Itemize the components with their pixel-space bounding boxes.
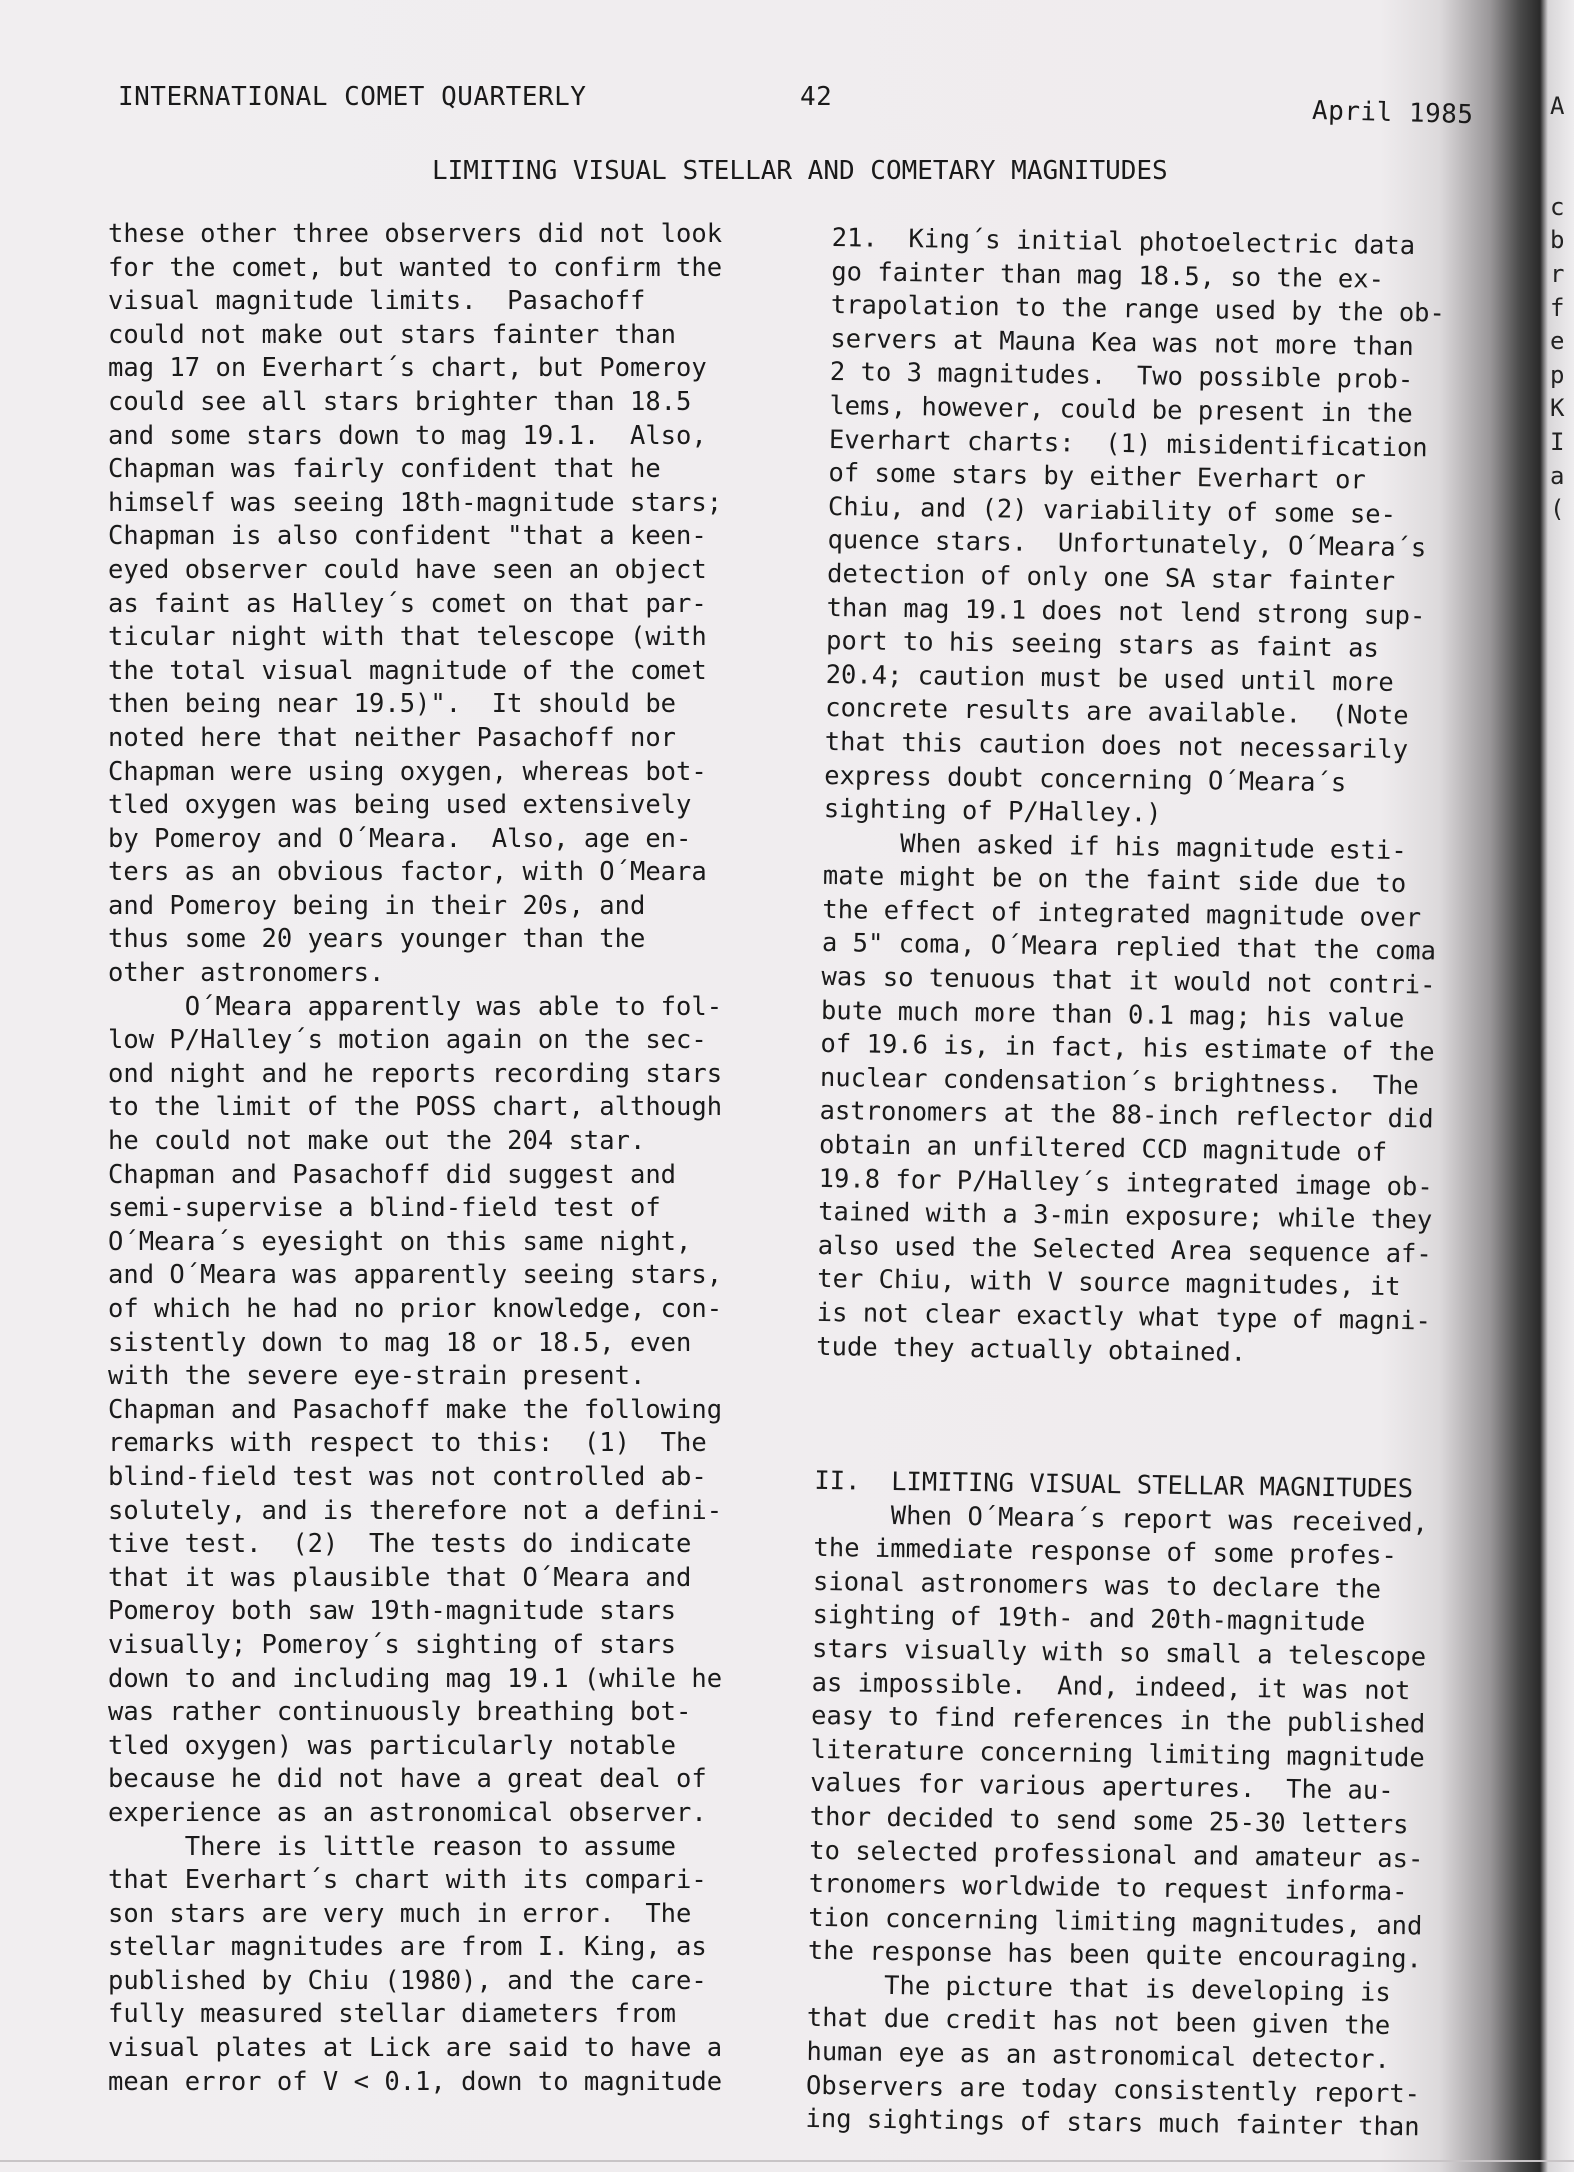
- text-line: that this caution does not necessarily: [824, 726, 1409, 765]
- text-line: Chapman was fairly confident that he: [108, 454, 661, 485]
- text-line: O´Meara´s eyesight on this same night,: [108, 1226, 692, 1257]
- text-line: 2 to 3 magnitudes. Two possible prob-: [829, 357, 1414, 396]
- text-line: I: [1550, 427, 1565, 456]
- text-line: the immediate response of some profes-: [813, 1533, 1398, 1572]
- text-line: a: [1550, 461, 1565, 490]
- text-line: human eye as an astronomical detector.: [806, 2036, 1390, 2076]
- text-line: semi-supervise a blind-field test of: [108, 1193, 661, 1224]
- text-line: 20.4; caution must be used until more: [825, 659, 1394, 698]
- text-line: quence stars. Unfortunately, O´Meara´s: [827, 525, 1427, 564]
- text-line: easy to find references in the published: [810, 1700, 1426, 1740]
- text-line: solutely, and is therefore not a defini-: [108, 1495, 723, 1526]
- text-line: of which he had no prior knowledge, con-: [108, 1294, 723, 1324]
- text-line: b: [1550, 226, 1565, 255]
- text-line: was so tenuous that it would not contri-: [821, 961, 1436, 1001]
- text-line: tained with a 3-min exposure; while they: [817, 1197, 1433, 1236]
- text-line: nuclear condensation´s brightness. The: [819, 1062, 1419, 1102]
- text-line: mean error of V < 0.1, down to magnitude: [108, 2066, 723, 2097]
- text-line: the effect of integrated magnitude over: [822, 894, 1422, 934]
- text-line: and Pomeroy being in their 20s, and: [108, 890, 646, 921]
- text-line: remarks with respect to this: (1) The: [108, 1428, 707, 1459]
- text-line: as faint as Halley´s comet on that par-: [108, 588, 707, 619]
- text-line: tive test. (2) The tests do indicate: [108, 1529, 692, 1560]
- text-line: because he did not have a great deal of: [108, 1764, 707, 1795]
- text-line: to selected professional and amateur as-: [809, 1835, 1424, 1874]
- text-line: with the severe eye-strain present.: [108, 1361, 646, 1392]
- text-line: 19.8 for P/Halley´s integrated image ob-: [818, 1163, 1433, 1203]
- text-line: also used the Selected Area sequence af-: [817, 1230, 1432, 1270]
- text-line: 21. King´s initial photoelectric data: [831, 222, 1416, 262]
- text-line: ter Chiu, with V source magnitudes, it: [817, 1264, 1401, 1303]
- facing-page-fragment: [1550, 90, 1564, 527]
- text-line: by Pomeroy and O´Meara. Also, age en-: [108, 823, 692, 854]
- text-line: trapolation to the range used by the ob-: [830, 290, 1446, 329]
- text-line: The picture that is developing is: [807, 1969, 1391, 2008]
- text-line: bute much more than 0.1 mag; his value: [820, 995, 1405, 1034]
- text-line: that Everhart´s chart with its compari-: [108, 1865, 707, 1896]
- text-line: a 5" coma, O´Meara replied that the coma: [821, 928, 1437, 967]
- text-column-left: [108, 218, 722, 2099]
- text-line: tion concerning limiting magnitudes, and: [808, 1902, 1423, 1942]
- text-line: mag 17 on Everhart´s chart, but Pomeroy: [108, 353, 707, 384]
- text-line: visual magnitude limits. Pasachoff: [108, 286, 646, 317]
- text-line: tled oxygen) was particularly notable: [108, 1730, 677, 1761]
- text-line: sighting of P/Halley.): [823, 794, 1162, 829]
- text-line: II. LIMITING VISUAL STELLAR MAGNITUDES: [814, 1465, 1414, 1505]
- text-line: experience as an astronomical observer.: [108, 1797, 707, 1828]
- text-line: could not make out stars fainter than: [108, 319, 677, 350]
- text-line: than mag 19.1 does not lend strong sup-: [826, 592, 1426, 631]
- text-line: then being near 19.5)". It should be: [108, 689, 677, 720]
- text-line: There is little reason to assume: [108, 1831, 677, 1862]
- text-line: tude they actually obtained.: [816, 1331, 1247, 1368]
- text-line: r: [1550, 259, 1565, 288]
- text-line: he could not make out the 204 star.: [108, 1126, 646, 1157]
- text-line: ticular night with that telescope (with: [108, 622, 707, 653]
- text-line: low P/Halley´s motion again on the sec-: [108, 1025, 707, 1056]
- text-line: stellar magnitudes are from I. King, as: [108, 1932, 707, 1963]
- text-line: lems, however, could be present in the: [829, 390, 1413, 430]
- text-line: visually; Pomeroy´s sighting of stars: [108, 1629, 677, 1660]
- text-line: O´Meara apparently was able to fol-: [108, 991, 723, 1022]
- text-line: servers at Mauna Kea was not more than: [830, 323, 1414, 362]
- text-line: the total visual magnitude of the comet: [108, 655, 707, 686]
- text-line: obtain an unfiltered CCD magnitude of: [818, 1129, 1388, 1168]
- text-line: Chiu, and (2) variability of some se-: [827, 491, 1397, 530]
- text-line: detection of only one SA star fainter: [826, 558, 1396, 597]
- text-line: K: [1550, 394, 1565, 423]
- text-line: visual plates at Lick are said to have a: [108, 2033, 723, 2064]
- text-line: concrete results are available. (Note: [825, 693, 1409, 732]
- journal-name: INTERNATIONAL COMET QUARTERLY: [118, 82, 587, 112]
- text-line: thor decided to send some 25-30 letters: [809, 1801, 1409, 1841]
- text-line: tronomers worldwide to request informa-: [808, 1868, 1408, 1908]
- text-line: himself was seeing 18th-magnitude stars;: [108, 487, 723, 518]
- text-line: Chapman and Pasachoff did suggest and: [108, 1159, 677, 1190]
- text-line: stars visually with so small a telescope: [811, 1633, 1427, 1673]
- text-line: noted here that neither Pasachoff nor: [108, 722, 677, 753]
- text-column-right: [805, 222, 1446, 2145]
- text-line: c: [1550, 192, 1565, 221]
- scan-edge: [0, 2160, 1574, 2162]
- text-line: tled oxygen was being used extensively: [108, 790, 692, 821]
- text-line: could see all stars brighter than 18.5: [108, 386, 692, 417]
- text-line: these other three observers did not look: [108, 219, 723, 249]
- text-line: and some stars down to mag 19.1. Also,: [108, 420, 707, 451]
- text-line: go fainter than mag 18.5, so the ex-: [831, 256, 1385, 295]
- text-line: that it was plausible that O´Meara and: [108, 1562, 692, 1593]
- text-line: Chapman were using oxygen, whereas bot-: [108, 756, 707, 787]
- text-line: Chapman and Pasachoff make the following: [108, 1394, 723, 1425]
- text-line: sistently down to mag 18 or 18.5, even: [108, 1327, 692, 1358]
- text-line: astronomers at the 88-inch reflector did: [819, 1096, 1434, 1135]
- text-line: ing sightings of stars much fainter than: [805, 2104, 1420, 2143]
- article-title: LIMITING VISUAL STELLAR AND COMETARY MAGNITUDES: [432, 156, 1168, 186]
- text-line: the response has been quite encouraging.: [807, 1936, 1423, 1975]
- text-line: f: [1550, 293, 1565, 322]
- issue-date: April 1985: [1311, 95, 1474, 131]
- text-line: sighting of 19th- and 20th-magnitude: [812, 1600, 1366, 1638]
- text-line: and O´Meara was apparently seeing stars,: [108, 1260, 723, 1291]
- text-line: that due credit has not been given the: [806, 2003, 1391, 2042]
- text-line: was rather continuously breathing bot-: [108, 1697, 692, 1728]
- text-line: as impossible. And, indeed, it was not: [811, 1667, 1411, 1706]
- page-number: 42: [800, 82, 833, 112]
- text-line: mate might be on the faint side due to: [822, 861, 1407, 900]
- text-line: Observers are today consistently report-: [805, 2070, 1421, 2110]
- text-line: fully measured stellar diameters from: [108, 1999, 677, 2030]
- text-line: down to and including mag 19.1 (while he: [108, 1663, 723, 1694]
- text-line: [1550, 157, 1564, 191]
- text-line: published by Chiu (1980), and the care-: [108, 1965, 707, 1996]
- text-line: e: [1550, 327, 1565, 356]
- text-line: Everhart charts: (1) misidentification: [828, 424, 1428, 463]
- text-line: blind-field test was not controlled ab-: [108, 1461, 707, 1492]
- text-line: is not clear exactly what type of magni-: [816, 1297, 1432, 1337]
- text-line: son stars are very much in error. The: [108, 1898, 692, 1929]
- text-line: When asked if his magnitude esti-: [823, 827, 1407, 866]
- text-line: for the comet, but wanted to confirm the: [108, 252, 723, 283]
- text-line: other astronomers.: [108, 958, 385, 989]
- text-line: Pomeroy both saw 19th-magnitude stars: [108, 1596, 677, 1627]
- text-line: of some stars by either Everhart or: [828, 458, 1366, 496]
- text-line: Chapman is also confident "that a keen-: [108, 521, 707, 552]
- text-line: ters as an obvious factor, with O´Meara: [108, 857, 707, 888]
- text-line: p: [1550, 360, 1565, 389]
- text-line: port to his seeing stars as faint as: [825, 626, 1379, 664]
- text-line: (: [1550, 495, 1565, 524]
- text-line: eyed observer could have seen an object: [108, 554, 707, 585]
- text-line: thus some 20 years younger than the: [108, 924, 646, 955]
- text-line: When O´Meara´s report was received,: [813, 1499, 1429, 1539]
- text-line: express doubt concerning O´Meara´s: [824, 760, 1347, 798]
- text-line: literature concerning limiting magnitude: [810, 1734, 1425, 1774]
- text-line: sional astronomers was to declare the: [812, 1566, 1382, 1605]
- text-line: to the limit of the POSS chart, although: [108, 1092, 723, 1123]
- text-line: of 19.6 is, in fact, his estimate of the: [820, 1029, 1435, 1068]
- text-line: A: [1550, 92, 1565, 120]
- text-line: ond night and he reports recording stars: [108, 1058, 723, 1089]
- text-line: values for various apertures. The au-: [809, 1768, 1394, 1807]
- text-line: [1550, 124, 1564, 158]
